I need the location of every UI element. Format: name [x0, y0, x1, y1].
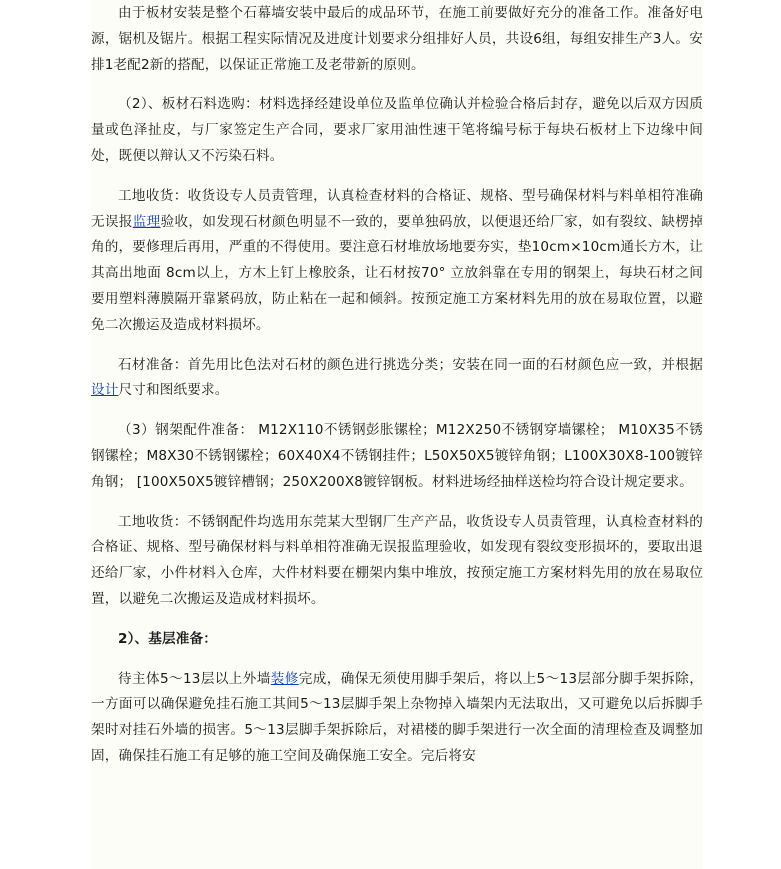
paragraph-stone-preparation-text-b: 尺寸和图纸要求。: [118, 382, 229, 399]
paragraph-site-receiving-text-b: 验收，如发现石材颜色明显不一致的，要单独码放，以便退还给厂家，如有裂纹、缺楞掉角的，要修理后再用，严重的不得使用。要注意石材堆放场地要夯实，垫10cm×10cm通长方木，让其高出地面 8cm以上，方木上钉上橡胶条，让石材按70° 立放斜靠在专用的钢架上，每块石材之间要用塑料薄膜隔开靠紧码放，防止粘在一起和倾斜。按预定施工方案材料先用的放在易取位置，以避免二次搬运及造成材料损坏。: [91, 213, 703, 333]
article-body: [91, 0, 703, 784]
paragraph-steel-fittings: （3）钢架配件准备： M12X110不锈钢彭胀镙栓；M12X250不锈钢穿墙镙栓； M10X35不锈钢镙栓；M8X30不锈钢镙栓；60X40X4不锈钢挂件；L50X50X5镀锌角钢；L100X30X8-100镀锌角钢； [100X50X5镀锌槽钢；250X200X8镀锌钢板。材料进场经抽样送检均符合设计规定要求。: [91, 422, 703, 490]
paragraph-site-receiving-text-a: 工地收货：收货设专人员责管理，认真检查材料的合格证、规格、型号确保材料与料单相符准确无误报: [91, 187, 703, 230]
paragraph-fittings-receiving: 工地收货：不锈钢配件均选用东莞某大型钢厂生产产品，收货设专人员责管理，认真检查材料的合格证、规格、型号确保材料与料单相符准确无误报监理验收，如发现有裂纹变形损坏的，要取出退还给厂家，小件材料入仓库，大件材料要在棚架内集中堆放，按预定施工方案材料先用的放在易取位置，以避免二次搬运及造成材料损坏。: [91, 513, 703, 607]
document-page: [91, 0, 703, 869]
paragraph-preparation: 由于板材安装是整个石幕墙安装中最后的成品环节，在施工前要做好充分的准备工作。准备好电源，锯机及锯片。根据工程实际情况及进度计划要求分组排好人员，共设6组，每组安排生产3人。安排1老配2新的搭配，以保证正常施工及老带新的原则。: [91, 5, 703, 73]
paragraph-stone-preparation-text-a: 石材准备：首先用比色法对石材的颜色进行挑选分类；安装在同一面的石材颜色应一致，并根据: [118, 356, 703, 373]
paragraph-stone-preparation: [91, 353, 703, 405]
paragraph-base-preparation: [91, 667, 703, 770]
paragraph-base-preparation-text-a: 待主体5～13层以上外墙: [118, 670, 271, 687]
paragraph-stone-purchase: （2）、板材石料选购：材料选择经建设单位及监单位确认并检验合格后封存，避免以后双方因质量或色泽扯皮，与厂家签定生产合同，要求厂家用油性速干笔将编号标于每块石板材上下边缘中间处，既便以辩认又不污染石料。: [91, 96, 703, 164]
decoration-link[interactable]: 装修: [270, 670, 299, 687]
paragraph-site-receiving: [91, 184, 703, 339]
supervision-link[interactable]: 监理: [132, 213, 161, 230]
paragraph-base-preparation-text-b: 完成，确保无须使用脚手架后，将以上5～13层部分脚手架拆除，一方面可以确保避免挂石施工其间5～13层脚手架上杂物掉入墙架内无法取出，又可避免以后拆脚手架时对挂石外墙的损害。5～13层脚手架拆除后，对裙楼的脚手架进行一次全面的清理检查及调整加固，确保挂石施工有足够的施工空间及确保施工安全。完后将安: [91, 670, 704, 764]
design-link[interactable]: 设计: [91, 382, 119, 399]
section-heading-base-preparation: 2）、基层准备：: [118, 630, 218, 647]
